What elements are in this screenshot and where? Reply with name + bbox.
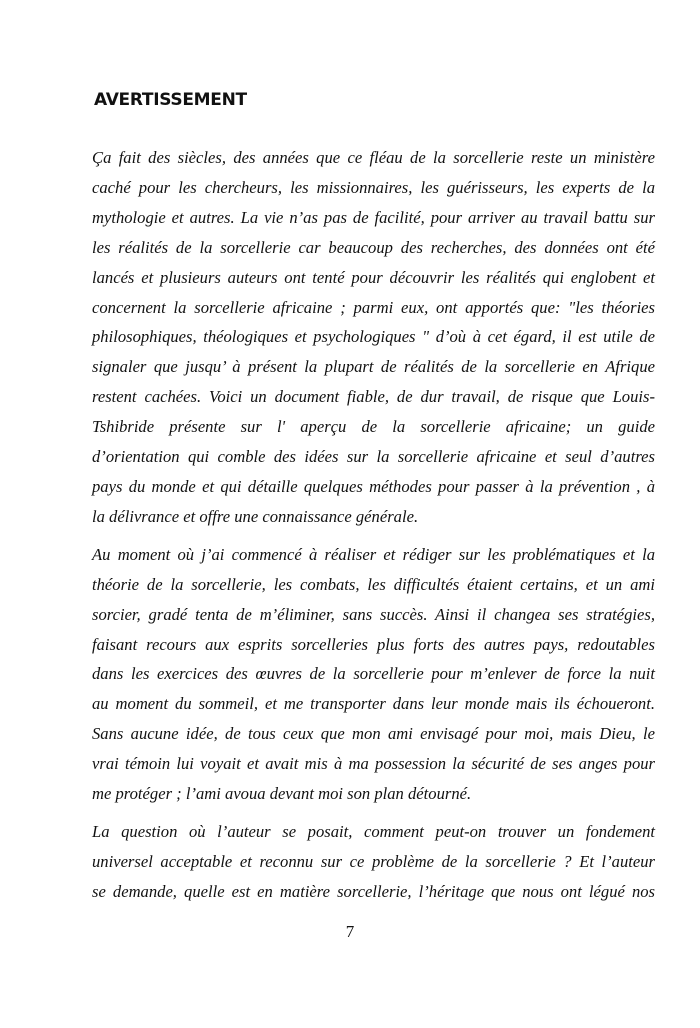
text-line: philosophiques, théologiques et psychologiques " d’où à cet égard, il est utile de: [92, 327, 655, 347]
text-line: signaler que jusqu’ à présent la plupart de réalités de la sorcellerie en Afrique: [92, 357, 655, 377]
text-line: dans les exercices des œuvres de la sorcellerie pour m’enlever de force la nuit: [92, 664, 655, 684]
paragraph-1: [92, 143, 655, 532]
paragraph-2: [92, 540, 655, 809]
text-line: concernent la sorcellerie africaine ; parmi eux, ont apportés que: "les théories: [92, 297, 655, 317]
text-line: la délivrance et offre une connaissance générale.: [92, 506, 419, 526]
text-line: caché pour les chercheurs, les missionnaires, les guérisseurs, les experts de la: [92, 177, 655, 197]
text-line: lancés et plusieurs auteurs ont tenté pour découvrir les réalités qui englobent et: [92, 267, 655, 287]
text-line: théorie de la sorcellerie, les combats, les difficultés étaient certains, et un ami: [92, 574, 655, 594]
paragraph-3: [92, 817, 655, 907]
text-line: La question où l’auteur se posait, comment peut-on trouver un fondement: [92, 821, 655, 841]
text-line: Ça fait des siècles, des années que ce fléau de la sorcellerie reste un ministère: [92, 148, 655, 167]
text-line: sorcier, gradé tenta de m’éliminer, sans succès. Ainsi il changea ses stratégies,: [92, 604, 655, 624]
text-line: restent cachées. Voici un document fiable, de dur travail, de risque que Louis-: [92, 387, 655, 407]
text-line: me protéger ; l’ami avoua devant moi son plan détourné.: [92, 784, 472, 804]
text-line: pays du monde et qui détaille quelques méthodes pour passer à la prévention , à: [92, 476, 655, 496]
page-number: 7: [345, 922, 355, 941]
text-line: Tshibride présente sur l' aperçu de la sorcellerie africaine; un guide: [92, 417, 655, 437]
text-line: mythologie et autres. La vie n’as pas de facilité, pour arriver au travail battu sur: [92, 207, 655, 227]
text-line: universel acceptable et reconnu sur ce problème de la sorcellerie ? Et l’auteur: [92, 851, 655, 871]
text-line: Au moment où j’ai commencé à réaliser et rédiger sur les problématiques et la: [92, 544, 655, 564]
text-line: faisant recours aux esprits sorcelleries plus forts des autres pays, redoutables: [92, 634, 655, 654]
text-line: les réalités de la sorcellerie car beaucoup des recherches, des données ont été: [92, 237, 655, 257]
section-heading: AVERTISSEMENT: [94, 90, 247, 110]
text-line: au moment du sommeil, et me transporter dans leur monde mais ils échoueront.: [92, 694, 655, 714]
text-line: Sans aucune idée, de tous ceux que mon ami envisagé pour moi, mais Dieu, le: [92, 724, 655, 744]
text-line: d’orientation qui comble des idées sur la sorcellerie africaine et seul d’autres: [92, 447, 655, 467]
document-body: [92, 143, 655, 915]
text-line: vrai témoin lui voyait et avait mis à ma possession la sécurité de ses anges pour: [92, 754, 655, 774]
text-line: se demande, quelle est en matière sorcellerie, l’héritage que nous ont légué nos: [92, 881, 655, 901]
